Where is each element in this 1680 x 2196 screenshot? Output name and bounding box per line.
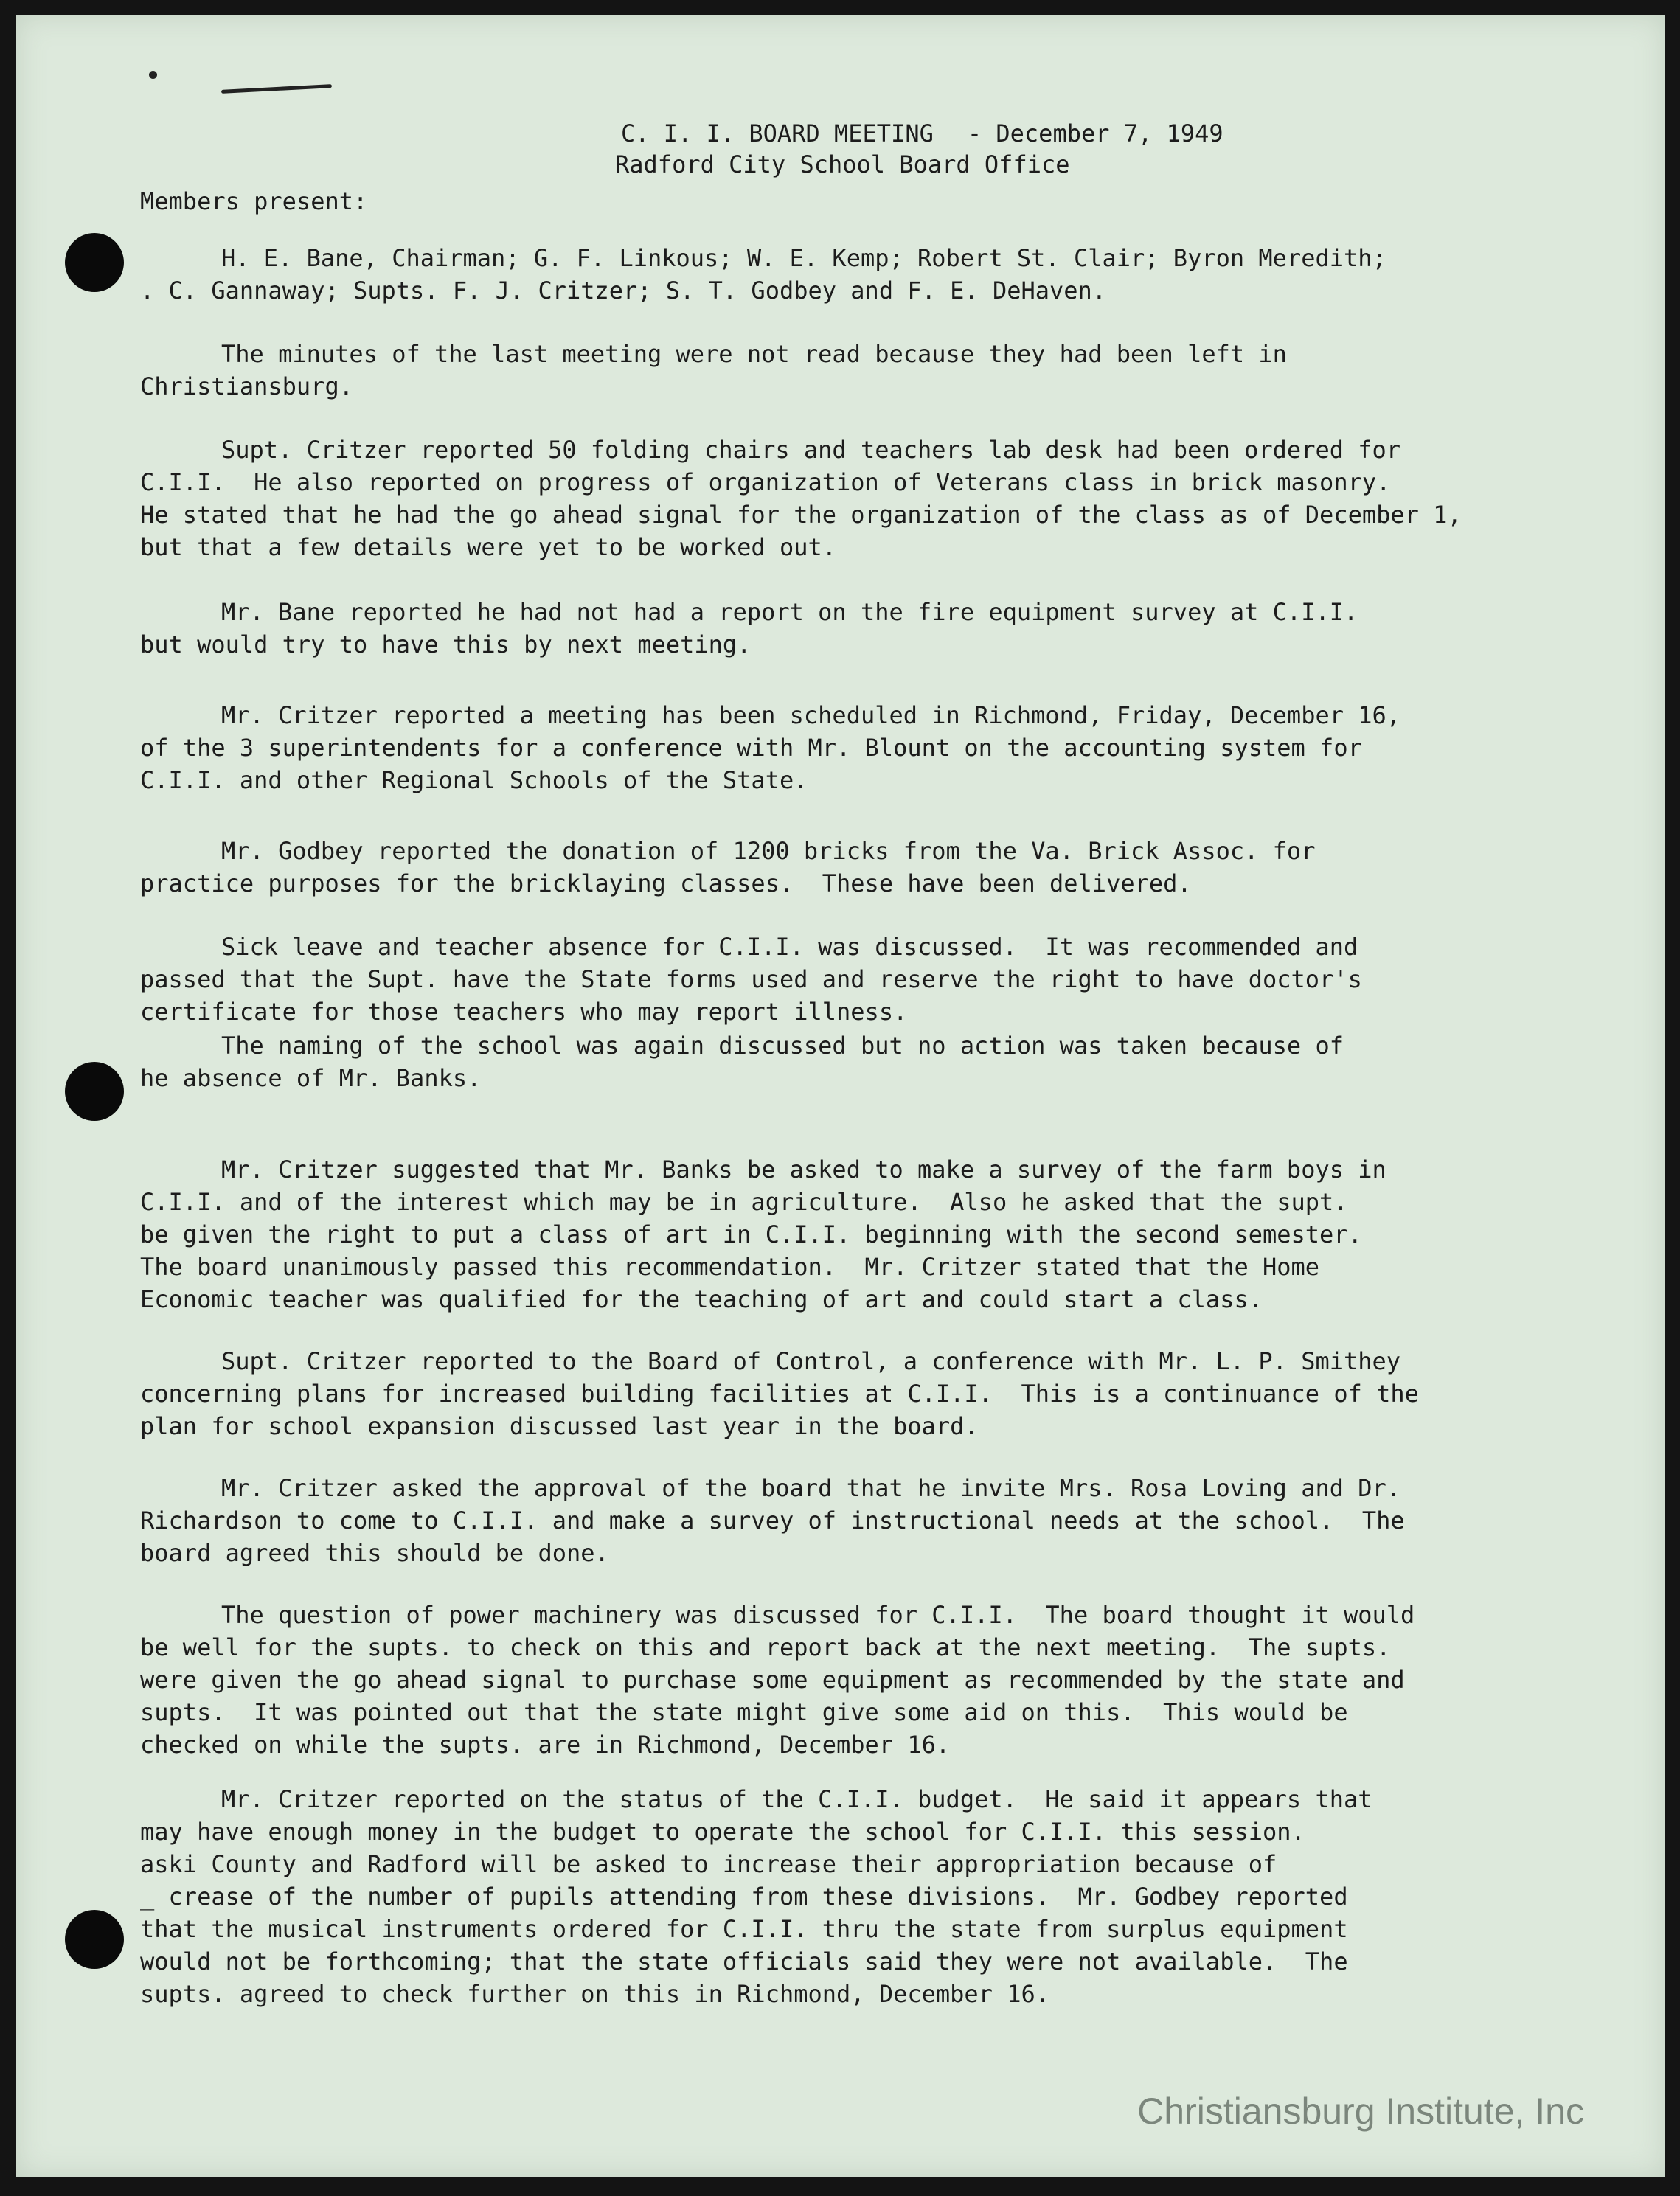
paragraph-line: but would try to have this by next meeting. xyxy=(140,630,752,659)
document-page xyxy=(16,15,1665,2177)
paragraph-line: of the 3 superintendents for a conference with Mr. Blount on the accounting system for xyxy=(140,734,1362,762)
meeting-title: C. I. I. BOARD MEETING xyxy=(621,119,934,147)
paragraph-line: passed that the Supt. have the State forms used and reserve the right to have doctor's xyxy=(140,965,1362,993)
paragraph-line: Mr. Critzer reported a meeting has been scheduled in Richmond, Friday, December 16, xyxy=(221,701,1401,729)
paragraph-line: . C. Gannaway; Supts. F. J. Critzer; S. T. Godbey and F. E. DeHaven. xyxy=(140,277,1107,305)
paragraph-line: but that a few details were yet to be worked out. xyxy=(140,533,837,561)
paragraph-line: Supt. Critzer reported 50 folding chairs and teachers lab desk had been ordered for xyxy=(221,436,1401,464)
paragraph xyxy=(140,1599,1645,1761)
paragraph xyxy=(140,931,1645,1028)
paragraph-line: concerning plans for increased building facilities at C.I.I. This is a continuance of the xyxy=(140,1380,1419,1408)
paragraph xyxy=(140,1783,1645,2010)
paragraph-line: Mr. Critzer suggested that Mr. Banks be asked to make a survey of the farm boys in xyxy=(221,1156,1386,1184)
paragraph xyxy=(140,1029,1645,1094)
paragraph xyxy=(140,338,1645,403)
paragraph-line: may have enough money in the budget to operate the school for C.I.I. this session. xyxy=(140,1818,1305,1846)
paragraph xyxy=(140,242,1645,307)
paragraph-line: The board unanimously passed this recommendation. Mr. Critzer stated that the Home xyxy=(140,1253,1320,1281)
paragraph-line: supts. It was pointed out that the state might give some aid on this. This would be xyxy=(140,1698,1348,1726)
paragraph-line: _ crease of the number of pupils attending from these divisions. Mr. Godbey reported xyxy=(140,1883,1348,1911)
ink-dot xyxy=(149,71,157,79)
paragraph xyxy=(140,1345,1645,1442)
paragraph-line: Mr. Godbey reported the donation of 1200 bricks from the Va. Brick Assoc. for xyxy=(221,837,1316,865)
paragraph-line: The question of power machinery was discussed for C.I.I. The board thought it would xyxy=(221,1601,1415,1629)
paragraph-line: He stated that he had the go ahead signal for the organization of the class as of December 1, xyxy=(140,501,1462,529)
paragraph-line: plan for school expansion discussed last year in the board. xyxy=(140,1412,979,1440)
meeting-header xyxy=(615,118,1223,180)
paragraph xyxy=(140,1472,1645,1569)
paragraph-line: board agreed this should be done. xyxy=(140,1539,609,1567)
paragraph-line: C.I.I. and of the interest which may be in agriculture. Also he asked that the supt. xyxy=(140,1188,1348,1216)
paragraph xyxy=(140,434,1645,563)
paragraph-line: certificate for those teachers who may report illness. xyxy=(140,998,908,1026)
paragraph xyxy=(140,699,1645,796)
paragraph-line: checked on while the supts. are in Richmond, December 16. xyxy=(140,1731,951,1759)
paragraph-line: were given the go ahead signal to purchase some equipment as recommended by the state and xyxy=(140,1666,1405,1694)
paragraph-line: aski County and Radford will be asked to increase their appropriation because of xyxy=(140,1850,1277,1878)
binder-hole-middle xyxy=(65,1062,124,1121)
paragraph-line: Sick leave and teacher absence for C.I.I. was discussed. It was recommended and xyxy=(221,933,1358,961)
paragraph-line: Mr. Bane reported he had not had a report on the fire equipment survey at C.I.I. xyxy=(221,598,1358,626)
paragraph-line: practice purposes for the bricklaying classes. These have been delivered. xyxy=(140,869,1192,897)
paragraph-line: C.I.I. He also reported on progress of organization of Veterans class in brick masonry. xyxy=(140,468,1391,496)
members-label: Members present: xyxy=(140,187,368,215)
paragraph-line: be given the right to put a class of art in C.I.I. beginning with the second semester. xyxy=(140,1220,1362,1248)
paragraph-line: Christiansburg. xyxy=(140,372,353,400)
paragraph xyxy=(140,1153,1645,1316)
binder-hole-bottom xyxy=(65,1910,124,1969)
paragraph-line: H. E. Bane, Chairman; G. F. Linkous; W. E. Kemp; Robert St. Clair; Byron Meredith; xyxy=(221,244,1386,272)
paragraph-line: Richardson to come to C.I.I. and make a survey of instructional needs at the school. The xyxy=(140,1507,1405,1535)
paragraph-line: The naming of the school was again discussed but no action was taken because of xyxy=(221,1032,1344,1060)
binder-hole-top xyxy=(65,233,124,292)
paragraph-line: would not be forthcoming; that the state officials said they were not available. The xyxy=(140,1947,1348,1976)
paragraph-line: that the musical instruments ordered for C.I.I. thru the state from surplus equipment xyxy=(140,1915,1348,1943)
meeting-date: - December 7, 1949 xyxy=(967,119,1223,147)
ink-dash xyxy=(221,84,332,94)
paragraph xyxy=(140,835,1645,900)
paragraph-line: supts. agreed to check further on this in Richmond, December 16. xyxy=(140,1980,1049,2008)
paragraph-line: C.I.I. and other Regional Schools of the State. xyxy=(140,766,808,794)
paragraph-line: Economic teacher was qualified for the teaching of art and could start a class. xyxy=(140,1285,1263,1313)
paragraph-line: he absence of Mr. Banks. xyxy=(140,1064,482,1092)
paragraph-line: The minutes of the last meeting were not read because they had been left in xyxy=(221,340,1287,368)
paragraph-line: Supt. Critzer reported to the Board of Control, a conference with Mr. L. P. Smithey xyxy=(221,1347,1401,1375)
meeting-location: Radford City School Board Office xyxy=(615,150,1070,178)
paragraph-line: Mr. Critzer reported on the status of the C.I.I. budget. He said it appears that xyxy=(221,1785,1372,1813)
paragraph xyxy=(140,596,1645,661)
paragraph-line: Mr. Critzer asked the approval of the board that he invite Mrs. Rosa Loving and Dr. xyxy=(221,1474,1401,1502)
paragraph-line: be well for the supts. to check on this and report back at the next meeting. The supts. xyxy=(140,1633,1391,1661)
watermark: Christiansburg Institute, Inc xyxy=(1137,2091,1584,2132)
